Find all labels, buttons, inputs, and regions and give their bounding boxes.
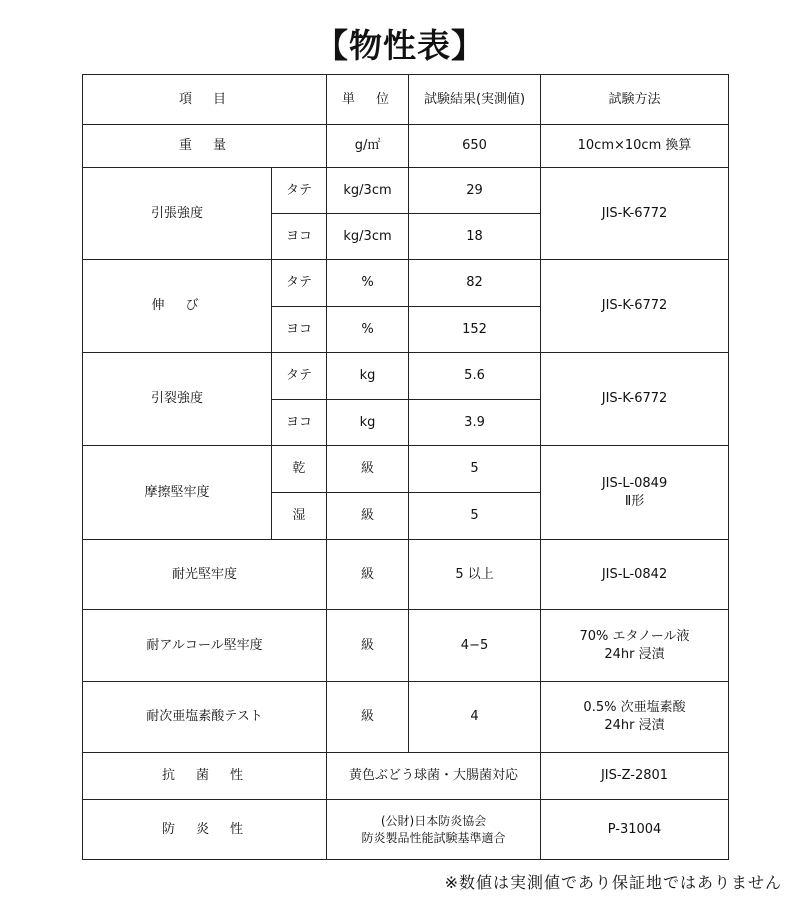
alcohol-value: 4−5 (409, 610, 541, 682)
elongation-value-warp: 82 (409, 260, 541, 307)
tensile-value-weft: 18 (409, 214, 541, 260)
light-value: 5 以上 (409, 540, 541, 610)
header-item: 項 目 (83, 75, 327, 125)
tear-sub-weft: ヨコ (272, 400, 327, 446)
weight-label: 重 量 (83, 125, 327, 168)
tear-method: JIS-K-6772 (541, 353, 729, 446)
hypochlorite-method-line2: 24hr 浸漬 (604, 718, 665, 733)
hypochlorite-method (541, 682, 729, 753)
page-title: 【物性表】 (315, 26, 485, 65)
flame-value (327, 800, 541, 860)
row-tensile-1 (83, 168, 729, 214)
alcohol-label: 耐アルコール堅牢度 (83, 610, 327, 682)
elongation-method: JIS-K-6772 (541, 260, 729, 353)
row-hypochlorite (83, 682, 729, 753)
row-friction-1 (83, 446, 729, 493)
friction-method-line1: JIS-L-0849 (601, 475, 668, 491)
friction-unit-dry: 級 (327, 446, 409, 493)
alcohol-method-line2: 24hr 浸漬 (604, 646, 665, 662)
alcohol-unit: 級 (327, 610, 409, 682)
elongation-value-weft: 152 (409, 307, 541, 353)
tear-label: 引裂強度 (83, 353, 272, 446)
elongation-sub-weft: ヨコ (272, 307, 327, 353)
hypochlorite-method-line1: 0.5% 次亜塩素酸 (583, 700, 686, 716)
weight-value: 650 (409, 125, 541, 168)
tensile-sub-warp: タテ (272, 168, 327, 214)
header-unit: 単 位 (327, 75, 409, 125)
hypochlorite-value: 4 (409, 682, 541, 753)
friction-sub-wet: 湿 (272, 493, 327, 540)
friction-unit-wet: 級 (327, 493, 409, 540)
flame-label: 防 炎 性 (83, 800, 327, 860)
footnote: ※数値は実測値であり保証地ではありません (444, 873, 782, 892)
tensile-label: 引張強度 (83, 168, 272, 260)
friction-method (541, 446, 729, 540)
tensile-value-warp: 29 (409, 168, 541, 214)
tensile-unit-weft: kg/3cm (327, 214, 409, 260)
tensile-sub-weft: ヨコ (272, 214, 327, 260)
friction-value-wet: 5 (409, 493, 541, 540)
alcohol-method-line1: 70% エタノール液 (579, 628, 690, 644)
elongation-unit-weft: % (327, 307, 409, 353)
friction-method-line2: Ⅱ形 (624, 493, 645, 509)
tensile-unit-warp: kg/3cm (327, 168, 409, 214)
flame-method: P-31004 (541, 800, 729, 860)
hypochlorite-label: 耐次亜塩素酸テスト (83, 682, 327, 753)
light-label: 耐光堅牢度 (83, 540, 327, 610)
tear-unit-warp: kg (327, 353, 409, 400)
row-alcohol (83, 610, 729, 682)
row-flame (83, 800, 729, 860)
tear-value-warp: 5.6 (409, 353, 541, 400)
antibacterial-method: JIS-Z-2801 (541, 753, 729, 800)
friction-label: 摩擦堅牢度 (83, 446, 272, 540)
antibacterial-value: 黄色ぶどう球菌・大腸菌対応 (327, 753, 541, 800)
row-light (83, 540, 729, 610)
flame-value-line1: (公財)日本防炎協会 (380, 814, 487, 829)
hypochlorite-unit: 級 (327, 682, 409, 753)
elongation-sub-warp: タテ (272, 260, 327, 307)
header-method: 試験方法 (541, 75, 729, 125)
weight-method: 10cm×10cm 換算 (541, 125, 729, 168)
friction-value-dry: 5 (409, 446, 541, 493)
elongation-label: 伸 び (83, 260, 272, 353)
antibacterial-label: 抗 菌 性 (83, 753, 327, 800)
tear-unit-weft: kg (327, 400, 409, 446)
alcohol-method (541, 610, 729, 682)
flame-value-line2: 防炎製品性能試験基準適合 (361, 830, 506, 845)
friction-sub-dry: 乾 (272, 446, 327, 493)
row-antibacterial (83, 753, 729, 800)
row-elongation-1 (83, 260, 729, 307)
tear-sub-warp: タテ (272, 353, 327, 400)
tear-value-weft: 3.9 (409, 400, 541, 446)
row-tear-1 (83, 353, 729, 400)
elongation-unit-warp: % (327, 260, 409, 307)
weight-unit: g/㎡ (327, 125, 409, 168)
tensile-method: JIS-K-6772 (541, 168, 729, 260)
row-weight (83, 125, 729, 168)
property-table (82, 74, 729, 860)
light-unit: 級 (327, 540, 409, 610)
table-header-row (83, 75, 729, 125)
light-method: JIS-L-0842 (541, 540, 729, 610)
header-result: 試験結果(実測値) (409, 75, 541, 125)
